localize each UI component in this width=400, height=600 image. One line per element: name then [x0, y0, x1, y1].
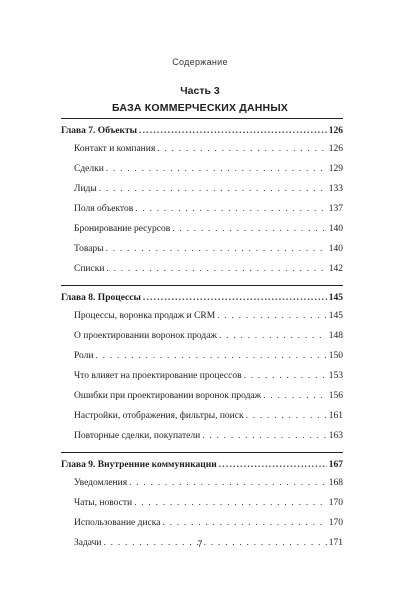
dot-leader	[246, 410, 327, 422]
dot-leader	[157, 143, 327, 155]
chapter-7	[61, 118, 343, 285]
entry-title: Сделки	[74, 164, 104, 174]
running-head: Содержание	[172, 57, 228, 67]
entry-title: Настройки, отображения, фильтры, поиск	[74, 411, 244, 421]
entry-title: Роли	[74, 351, 94, 361]
entry-page: 171	[328, 538, 343, 548]
chapter-heading[interactable]	[61, 125, 343, 143]
entry-page: 150	[328, 351, 343, 361]
entry-page: 168	[328, 478, 343, 488]
entry-title: Использование диска	[74, 518, 161, 528]
entry-page: 170	[328, 498, 343, 508]
toc-entry[interactable]	[61, 183, 343, 203]
part-label: Часть 3	[180, 85, 220, 97]
dot-leader	[172, 223, 327, 235]
chapter-page: 126	[328, 126, 343, 136]
dot-leader	[106, 263, 326, 275]
entry-page: 161	[328, 411, 343, 421]
entry-title: Контакт и компания	[74, 144, 156, 154]
entry-title: Повторные сделки, покупатели	[74, 431, 201, 441]
entry-page: 126	[328, 144, 343, 154]
toc-entry[interactable]	[61, 143, 343, 163]
chapter-title: Глава 8. Процессы	[61, 293, 141, 303]
toc-entry[interactable]	[61, 390, 343, 410]
toc-entry[interactable]	[61, 263, 343, 283]
dot-leader	[219, 459, 327, 471]
entry-page: 170	[328, 518, 343, 528]
dot-leader	[263, 390, 327, 402]
table-of-contents	[61, 118, 343, 559]
entry-page: 137	[328, 204, 343, 214]
dot-leader	[106, 243, 327, 255]
dot-leader	[202, 430, 327, 442]
toc-entry[interactable]	[61, 410, 343, 430]
entry-title: Поля объектов	[74, 204, 134, 214]
entry-page: 140	[328, 224, 343, 234]
dot-leader	[99, 183, 327, 195]
page-number: 7	[197, 539, 203, 549]
entry-page: 142	[328, 264, 343, 274]
dot-leader	[96, 350, 327, 362]
toc-entry[interactable]	[61, 243, 343, 263]
chapter-heading[interactable]	[61, 459, 343, 477]
part-title: БАЗА КОММЕРЧЕСКИХ ДАННЫХ	[111, 102, 289, 114]
dot-leader	[162, 517, 326, 529]
toc-entry[interactable]	[61, 430, 343, 450]
entry-title: Чаты, новости	[74, 498, 133, 508]
dot-leader	[129, 477, 327, 489]
entry-title: Уведомления	[74, 478, 128, 488]
toc-entry[interactable]	[61, 477, 343, 497]
entry-title: Что влияет на проектирование процессов	[74, 371, 242, 381]
entry-title: Списки	[74, 264, 105, 274]
entry-page: 133	[328, 184, 343, 194]
entry-page: 153	[328, 371, 343, 381]
toc-entry[interactable]	[61, 163, 343, 183]
dot-leader	[135, 203, 327, 215]
chapter-title: Глава 9. Внутренние коммуникации	[61, 460, 217, 470]
toc-entry[interactable]	[61, 203, 343, 223]
toc-entry[interactable]	[61, 497, 343, 517]
entry-title: О проектировании воронок продаж	[74, 331, 218, 341]
chapter-title: Глава 7. Объекты	[61, 126, 138, 136]
chapter-page: 145	[328, 293, 343, 303]
entry-page: 140	[328, 244, 343, 254]
dot-leader	[106, 163, 327, 175]
dot-leader	[139, 125, 327, 137]
dot-leader	[217, 310, 327, 322]
entry-title: Лиды	[74, 184, 97, 194]
dot-leader	[134, 497, 327, 509]
entry-title: Задачи	[74, 538, 102, 548]
dot-leader	[244, 370, 327, 382]
entry-title: Ошибки при проектировании воронок продаж	[74, 391, 262, 401]
chapter-8	[61, 285, 343, 452]
entry-page: 163	[328, 431, 343, 441]
entry-page: 148	[328, 331, 343, 341]
dot-leader	[143, 292, 327, 304]
entry-title: Бронирование ресурсов	[74, 224, 171, 234]
chapter-page: 167	[328, 460, 343, 470]
dot-leader	[219, 330, 327, 342]
entry-page: 156	[328, 391, 343, 401]
toc-entry[interactable]	[61, 310, 343, 330]
entry-page: 145	[328, 311, 343, 321]
toc-entry[interactable]	[61, 350, 343, 370]
entry-title: Товары	[74, 244, 104, 254]
toc-entry[interactable]	[61, 223, 343, 243]
chapter-heading[interactable]	[61, 292, 343, 310]
entry-page: 129	[328, 164, 343, 174]
entry-title: Процессы, воронка продаж и CRM	[74, 311, 216, 321]
toc-entry[interactable]	[61, 330, 343, 350]
toc-entry[interactable]	[61, 517, 343, 537]
toc-entry[interactable]	[61, 370, 343, 390]
